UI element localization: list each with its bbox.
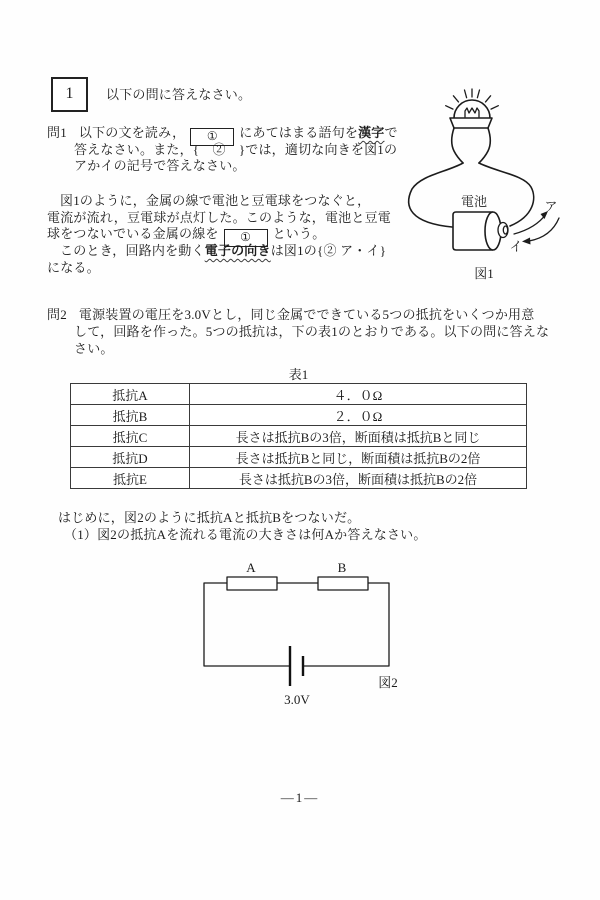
battery-label: 電池 [460,194,488,209]
table-row [71,468,527,489]
direction-i-label: イ [509,239,523,254]
q2-line1-text: 電源装置の電圧を3.0Vとし，同じ金属でできている5つの抵抗をいくつか用意 [78,307,535,322]
figure2-circuit [195,555,410,710]
q1-line1-emph: 漢字 [358,125,385,140]
resistor-name: 抵抗B [71,405,190,426]
q1-line1-pre: 以下の文を読み， [78,125,186,140]
resistor-desc: ４．０Ω [190,384,527,405]
bulb-collar-icon [450,118,492,128]
q2-lead: はじめに，図2のように抵抗Aと抵抗Bをつないだ。 [58,510,361,525]
table-row [71,447,527,468]
q1-line1-post: で [384,125,398,140]
q1-body-line3-post: という。 [272,226,326,241]
circuit-wire [204,583,389,666]
q2-line1 [47,306,534,323]
arrow-i-curve [529,218,559,241]
q2-label: 問2 [47,307,67,322]
arrow-a-curve [514,214,546,234]
q1-body-line2: 電流が流れ，豆電球が点灯した。このような，電池と豆電 [47,210,391,225]
section-number: 1 [65,85,74,102]
q1-line1-mid: にあてはまる語句を [239,125,359,140]
table-row [71,426,527,447]
bulb-body-icon [479,128,490,163]
q1-label: 問1 [47,125,67,140]
q1-body-line5: になる。 [47,260,100,275]
bulb-filament-icon [465,108,479,117]
bulb-body-icon [452,128,463,163]
q1-body-line4-pre: このとき，回路内を動く [60,243,205,258]
q2-sub1: （1）図2の抵抗Aを流れる電流の大きさは何Aか答えなさい。 [64,527,427,542]
figure1-caption: 図1 [474,266,494,281]
resistor-a-icon [227,577,277,590]
q1-answer-box-2: ① [224,229,268,247]
battery-terminal-tip-icon [503,226,507,234]
resistor-name: 抵抗C [71,426,190,447]
table-row [71,405,527,426]
direction-a-label: ア [544,199,558,214]
resistor-name: 抵抗A [71,384,190,405]
table1-resistors [70,383,527,489]
q1-line3: アかイの記号で答えなさい。 [74,158,246,173]
resistor-desc: 長さは抵抗Bの3倍，断面積は抵抗Bと同じ [190,426,527,447]
figure2-caption: 図2 [378,675,398,690]
arrow-i-head-icon [522,238,531,245]
resistor-b-icon [318,577,368,590]
q1-body-line3-pre: 球をつないでいる金属の線を [47,226,219,241]
q1-body-line1: 図1のように，金属の線で電池と豆電球をつなぐと， [60,193,371,208]
light-rays-icon [446,89,499,109]
voltage-label: 3.0V [284,692,310,707]
q1-line2: 答えなさい。また，{ ② }では，適切な向きを図1の [74,142,398,157]
q1-body-line4-emph: 電子の向き [204,243,271,258]
q1-answer-box-1: ① [190,128,234,146]
q2-line3: さい。 [74,341,114,356]
figure1-bulb-battery [395,75,600,290]
resistor-name: 抵抗D [71,447,190,468]
section-number-box [51,77,88,112]
q2-line2: して，回路を作った。5つの抵抗は，下の表1のとおりである。以下の問に答えな [74,324,550,339]
resistor-desc: 長さは抵抗Bと同じ，断面積は抵抗Bの2倍 [190,447,527,468]
q1-body-line4-post: は図1の{② ア・イ} [270,243,387,258]
page-number: —1— [280,790,320,805]
resistor-desc: ２．０Ω [190,405,527,426]
resistor-desc: 長さは抵抗Bの3倍，断面積は抵抗Bの2倍 [190,468,527,489]
table1-caption: 表1 [288,367,309,382]
section-intro: 以下の問に答えなさい。 [106,87,252,102]
resistor-b-label: B [337,560,347,575]
resistor-a-label: A [246,560,256,575]
resistor-name: 抵抗E [71,468,190,489]
table-row [71,384,527,405]
q1-body-line4 [60,242,386,259]
